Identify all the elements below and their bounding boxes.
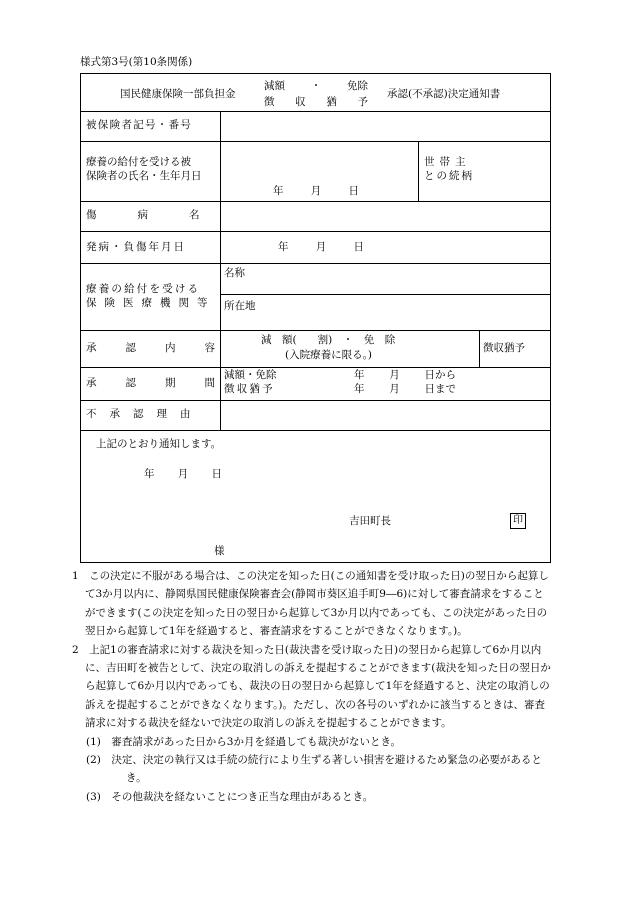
decision-type: 承認(不承認)決定通知書 (387, 88, 501, 100)
note-2: 2 上記1の審査請求に対する裁決を知った日(裁決書を受け取った日)の翌日から起算して6か月以内に、吉田町を被告として、決定の取消しの訴えを提起することができます(裁決を知った日の翌日から起算して6か月以内であっても、裁決の日の翌日から起算して1年を経過すると、決定の取消しの訴えを提起することができなくなります。)。ただし、次の各号のいずれかに該当するときは、審査請求に対する裁決を経ないで決定の取消しの訴えを提起することができます。 (72, 643, 551, 730)
approval-option-deferral: 徴収猶予 (483, 342, 525, 354)
label-institution-2: 保険医療機関等 (86, 297, 216, 309)
note-2-item-2: (2) 決定、決定の執行又は手続の続行により生ずる著しい損害を避けるため緊急の必要があるとき。 (86, 754, 542, 785)
period-from: 年 月 日から (354, 369, 456, 381)
note-2-item-3: (3) その他裁決を経ないことにつき正当な理由があるとき。 (86, 790, 374, 803)
insurer-title: 国民健康保険一部負担金 (120, 88, 236, 100)
label-onset-date: 発病・負傷年月日 (86, 241, 186, 253)
label-patient-name-2: 保険者の氏名・生年月日 (86, 170, 202, 182)
options-deferral: 徴 収 猶 予 (264, 96, 368, 108)
options-reduction-exemption: 減額 ・ 免除 (264, 80, 368, 92)
form-number: 様式第3号(第10条関係) (80, 56, 193, 68)
period-type-reduction: 減額・免除 (224, 369, 277, 381)
note-1: 1 この決定に不服がある場合は、この決定を知った日(この通知書を受け取った日)の翌日から起算して3か月以内に、静岡県国民健康保険審査会(静岡市葵区追手町9―6)に対して審査請求をすることができます(この決定を知った日の翌日から起算して3か月以内であっても、この決定があった日の翌日から起算して1年を経過すると、審査請求をすることができなくなります。)。 (72, 570, 549, 638)
issuer: 吉田町長 (349, 515, 391, 527)
label-approval-period: 承認期間 (86, 377, 244, 389)
legal-notes (72, 567, 554, 806)
notification-form (80, 73, 551, 563)
label-disease: 傷病名 (86, 209, 241, 221)
label-rejection-reason: 不承認理由 (86, 408, 204, 420)
note-2-item-1: (1) 審査請求があった日から3か月を経過しても裁決がないとき。 (86, 735, 402, 748)
label-insured-number: 被保険者記号・番号 (86, 119, 193, 131)
label-relation-1: 世帯主 (424, 156, 471, 168)
label-institution-1: 療養の給付を受ける (86, 283, 201, 295)
label-patient-name-1: 療養の給付を受ける被 (86, 156, 191, 168)
label-approval-content: 承認内容 (86, 342, 244, 354)
addressee-suffix: 様 (214, 545, 225, 557)
notice-message: 上記のとおり通知します。 (96, 438, 222, 450)
label-institution-name: 名称 (224, 267, 245, 279)
period-type-deferral: 徴収猶予 (224, 383, 275, 395)
period-to: 年 月 日まで (354, 383, 456, 395)
label-relation-2: との続柄 (424, 170, 474, 182)
approval-option-note: (入院療養に限る。) (285, 349, 372, 361)
seal-mark: 印 (510, 513, 526, 529)
notice-date: 年 月 日 (144, 468, 222, 480)
patient-dob: 年 月 日 (273, 185, 359, 197)
onset-date: 年 月 日 (278, 241, 364, 253)
label-institution-address: 所在地 (224, 300, 256, 312)
approval-option-reduction: 減 額( 割) ・ 免 除 (261, 334, 396, 346)
